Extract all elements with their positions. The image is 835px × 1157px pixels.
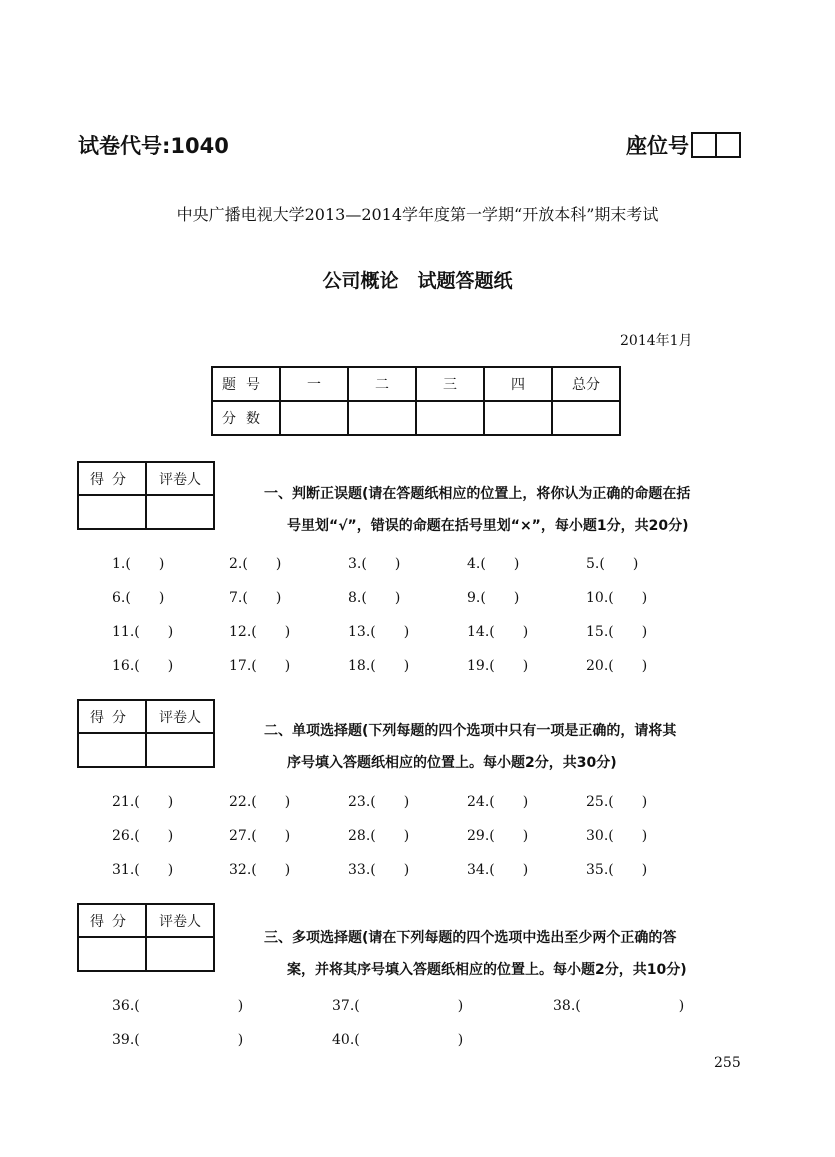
answer-33[interactable]: 33.( ) [348,862,410,878]
score-table-score-row [212,401,620,435]
answer-21[interactable]: 21.( ) [112,794,174,810]
grader-score-cell[interactable] [78,937,146,971]
score-table-header-row [212,367,620,401]
grader-score-label: 得分 [78,462,146,495]
answer-11[interactable]: 11.( ) [112,624,174,640]
answer-6[interactable]: 6.( ) [112,590,165,606]
answer-15[interactable]: 15.( ) [586,624,648,640]
section-3-title-line2: 案，并将其序号填入答题纸相应的位置上。每小题2分，共10分) [287,962,687,978]
answer-19[interactable]: 19.( ) [467,658,529,674]
answer-26[interactable]: 26.( ) [112,828,174,844]
answer-4[interactable]: 4.( ) [467,556,520,572]
grader-score-label: 得分 [78,700,146,733]
answer-20[interactable]: 20.( ) [586,658,648,674]
section-2-title-line1: 二、单项选择题(下列每题的四个选项中只有一项是正确的，请将其 [264,723,677,739]
seat-number-boxes[interactable] [691,132,741,158]
answer-34[interactable]: 34.( ) [467,862,529,878]
grader-reviewer-cell[interactable] [146,937,214,971]
score-cell-total[interactable] [552,401,620,435]
grader-box-2 [77,699,215,768]
grader-score-cell[interactable] [78,495,146,529]
answer-7[interactable]: 7.( ) [229,590,282,606]
grader-reviewer-cell[interactable] [146,733,214,767]
paper-title: 公司概论 试题答题纸 [322,270,513,292]
answer-9[interactable]: 9.( ) [467,590,520,606]
section-3-title-line1: 三、多项选择题(请在下列每题的四个选项中选出至少两个正确的答 [264,930,677,946]
grader-box-1 [77,461,215,530]
section-1-title-line1: 一、判断正误题(请在答题纸相应的位置上，将你认为正确的命题在括 [264,486,691,502]
section-2-title [264,715,764,779]
exam-date: 2014年1月 [620,333,693,349]
score-table-col-3: 三 [416,367,484,401]
seat-number [626,130,741,160]
grader-reviewer-label: 评卷人 [146,462,214,495]
score-table-row2-head: 分数 [212,401,280,435]
answer-3[interactable]: 3.( ) [348,556,401,572]
answer-8[interactable]: 8.( ) [348,590,401,606]
answer-36[interactable]: 36.( ) [112,998,244,1014]
answer-16[interactable]: 16.( ) [112,658,174,674]
score-table-col-2: 二 [348,367,416,401]
score-table [211,366,621,436]
grader-reviewer-label: 评卷人 [146,904,214,937]
score-table-row1-head: 题号 [212,367,280,401]
section-3-title [264,922,764,986]
score-table-col-total: 总分 [552,367,620,401]
answer-13[interactable]: 13.( ) [348,624,410,640]
answer-24[interactable]: 24.( ) [467,794,529,810]
score-cell-1[interactable] [280,401,348,435]
answer-39[interactable]: 39.( ) [112,1032,244,1048]
answer-28[interactable]: 28.( ) [348,828,410,844]
score-table-col-1: 一 [280,367,348,401]
answer-23[interactable]: 23.( ) [348,794,410,810]
section-1-title [264,478,764,542]
answer-35[interactable]: 35.( ) [586,862,648,878]
answer-27[interactable]: 27.( ) [229,828,291,844]
answer-30[interactable]: 30.( ) [586,828,648,844]
answer-5[interactable]: 5.( ) [586,556,639,572]
answer-37[interactable]: 37.( ) [332,998,464,1014]
answer-10[interactable]: 10.( ) [586,590,648,606]
answer-25[interactable]: 25.( ) [586,794,648,810]
page-number: 255 [714,1055,741,1071]
grader-box-3 [77,903,215,972]
answer-1[interactable]: 1.( ) [112,556,165,572]
grader-reviewer-label: 评卷人 [146,700,214,733]
section-1-title-line2: 号里划“√”，错误的命题在括号里划“×”，每小题1分，共20分) [287,518,689,534]
grader-score-label: 得分 [78,904,146,937]
answer-14[interactable]: 14.( ) [467,624,529,640]
answer-31[interactable]: 31.( ) [112,862,174,878]
score-cell-4[interactable] [484,401,552,435]
score-cell-3[interactable] [416,401,484,435]
answer-32[interactable]: 32.( ) [229,862,291,878]
answer-2[interactable]: 2.( ) [229,556,282,572]
section-2-title-line2: 序号填入答题纸相应的位置上。每小题2分，共30分) [287,755,617,771]
score-cell-2[interactable] [348,401,416,435]
answer-12[interactable]: 12.( ) [229,624,291,640]
seat-box-1[interactable] [693,134,715,156]
seat-box-2[interactable] [715,134,739,156]
exam-code: 试卷代号:1040 [78,134,229,158]
answer-40[interactable]: 40.( ) [332,1032,464,1048]
grader-score-cell[interactable] [78,733,146,767]
answer-22[interactable]: 22.( ) [229,794,291,810]
answer-29[interactable]: 29.( ) [467,828,529,844]
answer-17[interactable]: 17.( ) [229,658,291,674]
exam-title: 中央广播电视大学2013—2014学年度第一学期“开放本科”期末考试 [176,205,659,224]
seat-label: 座位号 [626,134,689,158]
score-table-col-4: 四 [484,367,552,401]
answer-38[interactable]: 38.( ) [553,998,685,1014]
answer-18[interactable]: 18.( ) [348,658,410,674]
grader-reviewer-cell[interactable] [146,495,214,529]
